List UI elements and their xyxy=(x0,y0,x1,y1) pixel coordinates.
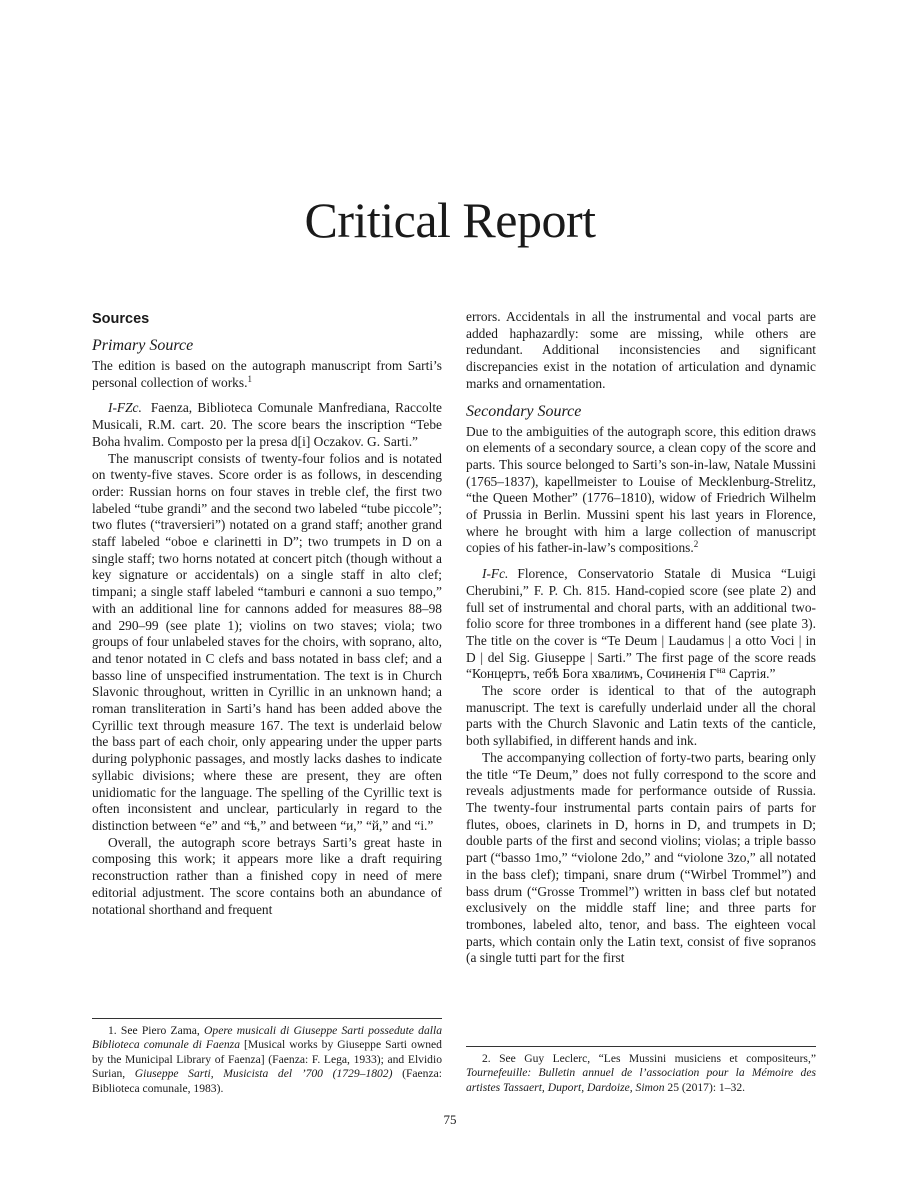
footnote-rule xyxy=(466,1046,816,1047)
right-column xyxy=(466,309,816,967)
footnote-area-left xyxy=(92,1018,442,1096)
footnote-ref-1[interactable]: 1 xyxy=(247,373,252,384)
footnote-1-mid: [Musical works by Giuseppe Sarti owned by the Municipal Library of Faenza] (Faenza: F. Lega, 1933); and Elvidio Surian, xyxy=(92,1038,442,1081)
accompanying-parts-paragraph: The accompanying collection of forty-two parts, bearing only the title “Te Deum,” does not fully correspond to the score and reveals adjustments made for performance outside of Russia. The twenty-four instrumental parts contain pairs of parts for flutes, oboes, clarinets in D, horns in D, and trumpets in D; double parts of the first and second violins; violas; a triple basso part (“basso 1mo,” “violone 2do,” and “violone 3zo,” all notated in the bass clef); timpani, snare drum (“Wirbel Trommel”) and bass drum (“Grosse Trommel”) written in bass clef but notated exclusively on the middle staff line; and three parts for trombones, labeled alto, tenor, and bass. The eighteen vocal parts, which contain only the Latin text, consist of five sopranos (a single tutti part for the first xyxy=(466,749,816,966)
source-entry-ifc xyxy=(466,566,816,683)
footnote-area-right xyxy=(466,1046,816,1095)
footnote-1-end: (Faenza: Biblioteca comunale, 1983). xyxy=(92,1067,442,1095)
siglum-ifzc: I-FZc. xyxy=(108,400,142,416)
footnote-ref-2[interactable]: 2 xyxy=(693,539,699,550)
manuscript-paragraph: The manuscript consists of twenty-four folios and is notated on twenty-five staves. Score order is as follows, in descending order: Russian horns on four staves in treble clef, the first two labeled “tube grandi” and the second two labeled “tube piccole”; two flutes (“traversieri”) notated on a grand staff; another grand staff labeled “oboe e clarinetti in D”; two trumpets in D on a single staff; two horns notated at concert pitch (though without a key signature or accidentals) on a single staff in alto clef; timpani; a single staff labeled “tamburi e cannoni a suo tempo,” with an additional line for cannons added for measures 88–98 and 290–99 (see plate 1); violins on two staves; viola; two groups of four unlabeled staves for the choirs, with soprano, alto, and tenor notated in C clefs and bass notated in bass clef; and a basso line of unspecified instrumentation. The text is in Church Slavonic throughout, written in Cyrillic in an unknown hand; a roman transliteration in Sarti’s hand has been added above the Cyrillic text through measure 167. The text is underlaid below the bass part of each choir, only appearing under the upper parts during polyphonic passages, and mostly lacks dashes to indicate syllabic divisions; where these are present, they are often unidiomatic for the language. The spelling of the Cyrillic text is often inconsistent and unclear, particularly in regard to the distinction between “е” and “ѣ,” and between “и,” “й,” and “i.” xyxy=(92,450,442,833)
source-entry-ifc-text-end: Сартія.” xyxy=(725,666,776,682)
primary-intro-text: The edition is based on the autograph manuscript from Sarti’s personal collection of works. xyxy=(92,358,442,390)
footnote-2-journal: Tournefeuille: Bulletin annuel de l’association pour la Mémoire des artistes Tassaert, Duport, Dardoize, Simon xyxy=(466,1066,816,1094)
siglum-ifc: I-Fc. xyxy=(482,566,509,582)
source-entry-ifzc-text: Faenza, Biblioteca Comunale Manfrediana, Raccolte Musicali, R.M. cart. 20. The score bears the inscription “Tebe Boha hvalim. Composto per la presa d[i] Oczakov. G. Sarti.” xyxy=(92,400,442,449)
footnote-2-number: 2. xyxy=(482,1052,491,1065)
score-order-paragraph: The score order is identical to that of the autograph manuscript. The text is carefully underlaid under all the choral parts with the Church Slavonic and Latin texts of the canticle, both syllabified, in different hands and ink. xyxy=(466,683,816,749)
section-heading-sources: Sources xyxy=(92,311,150,327)
page-number: 75 xyxy=(443,1112,457,1127)
footnote-2-end: 25 (2017): 1–32. xyxy=(664,1080,746,1094)
overall-paragraph: Overall, the autograph score betrays Sarti’s great haste in composing this work; it appears more like a draft requiring reconstruction rather than a finished copy in need of mere editorial adjustment. The score contains both an abundance of notational shorthand and frequent xyxy=(92,834,442,917)
secondary-paragraph-text: Due to the ambiguities of the autograph score, this edition draws on elements of a secondary source, a clean copy of the score and parts. This source belonged to Sarti’s son-in-law, Natale Mussini (1765–1837), kapellmeister to Louise of Mecklenburg-Strelitz, “the Queen Mother” (1776–1810), widow of Friedrich Wilhelm of Prussia in Berlin. Mussini spent his last years in Florence, where he brought with him a large collection of manuscript copies of his father-in-law’s compositions. xyxy=(466,423,816,556)
errors-paragraph: errors. Accidentals in all the instrumental and vocal parts are added haphazardly: some are missing, while others are redundant. Additional inconsistencies and significant discrepancies exist in the notation of articulation and dynamic marks and ornamentation. xyxy=(466,309,816,391)
subheading-primary-source: Primary Source xyxy=(92,337,194,354)
footnote-1-number: 1. xyxy=(108,1024,117,1037)
subheading-secondary-source: Secondary Source xyxy=(466,402,582,420)
left-column xyxy=(92,309,442,918)
cyrillic-superscript: на xyxy=(716,665,726,676)
footnote-1 xyxy=(92,1024,442,1096)
footnote-1-title2: Giuseppe Sarti, Musicista del ’700 (1729–1802) xyxy=(134,1067,393,1081)
footnote-rule xyxy=(92,1018,442,1019)
footnote-2 xyxy=(466,1052,816,1095)
primary-intro-paragraph xyxy=(92,358,442,391)
footnote-1-lead: See Piero Zama, xyxy=(116,1024,205,1037)
secondary-paragraph xyxy=(466,424,816,558)
footnote-2-lead: See Guy Leclerc, “Les Mussini musiciens et compositeurs,” xyxy=(490,1052,816,1065)
page-title: Critical Report xyxy=(304,192,596,248)
source-entry-ifc-text: Florence, Conservatorio Statale di Musica “Luigi Cherubini,” F. P. Ch. 815. Hand-copied score (see plate 2) and full set of instrumental and choral parts, with an additional two-folio score for three trombones in a different hand (see plate 3). The title on the cover is “Te Deum | Laudamus | a otto Voci | in D | del Sig. Giuseppe | Sarti.” The first page of the score reads “Концертъ, тебѣ Бога хвалимъ, Сочиненія Г xyxy=(466,566,816,682)
footnote-1-title: Opere musicali di Giuseppe Sarti possedute dalla Biblioteca comunale di Faenza xyxy=(92,1024,442,1052)
source-entry-ifzc xyxy=(92,400,442,450)
